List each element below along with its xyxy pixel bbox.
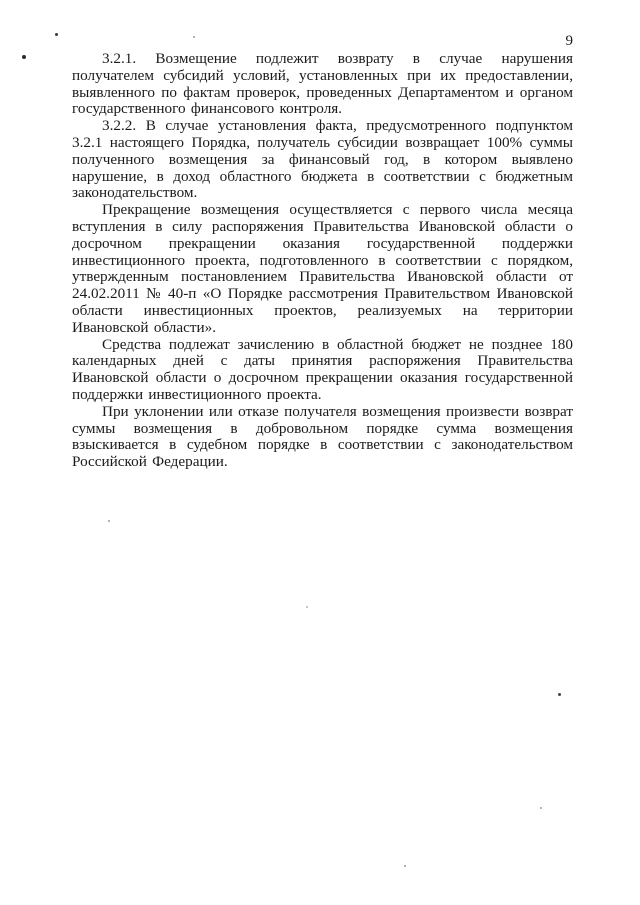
scan-speck [108,520,110,522]
paragraph-funds-deadline: Средства подлежат зачислению в областной бюджет не позднее 180 календарных дней с даты принятия распоряжения Правительства Ивановской области о досрочном прекращении оказания государственной поддержки инвестиционного проекта. [72,335,573,403]
scan-speck [193,36,195,38]
scan-speck [22,55,26,59]
paragraph-3-2-2: 3.2.2. В случае установления факта, предусмотренного подпунктом 3.2.1 настоящего Порядка, получатель субсидии возвращает 100% суммы полученного возмещения за финансовый год, в котором выявлено нарушение, в доход областного бюджета в соответствии с бюджетным законодательством. [72,117,573,202]
scan-speck [558,693,561,696]
scan-speck [404,865,406,867]
paragraph-termination: Прекращение возмещения осуществляется с первого числа месяца вступления в силу распоряжения Правительства Ивановской области о досрочном прекращении оказания государственной поддержки инвестиционного проекта, подготовленного в соответствии с порядком, утвержденным постановлением Правительства Ивановской области от 24.02.2011 № 40-п «О Порядке рассмотрения Правительством Ивановской области инвестиционных проектов, реализуемых на территории Ивановской области». [72,201,573,336]
scan-speck [55,33,58,36]
paragraph-court-recovery: При уклонении или отказе получателя возмещения произвести возврат суммы возмещения в добровольном порядке сумма возмещения взыскивается в судебном порядке в соответствии с законодательством Российской Федерации. [72,402,573,471]
scan-speck [540,807,542,809]
paragraph-3-2-1: 3.2.1. Возмещение подлежит возврату в случае нарушения получателем субсидий условий, установленных при их предоставлении, выявленного по фактам проверок, проведенных Департаментом и органом государственного финансового контроля. [72,50,573,118]
scan-speck [306,606,308,608]
document-body [72,51,573,471]
page-number: 9 [565,33,573,49]
